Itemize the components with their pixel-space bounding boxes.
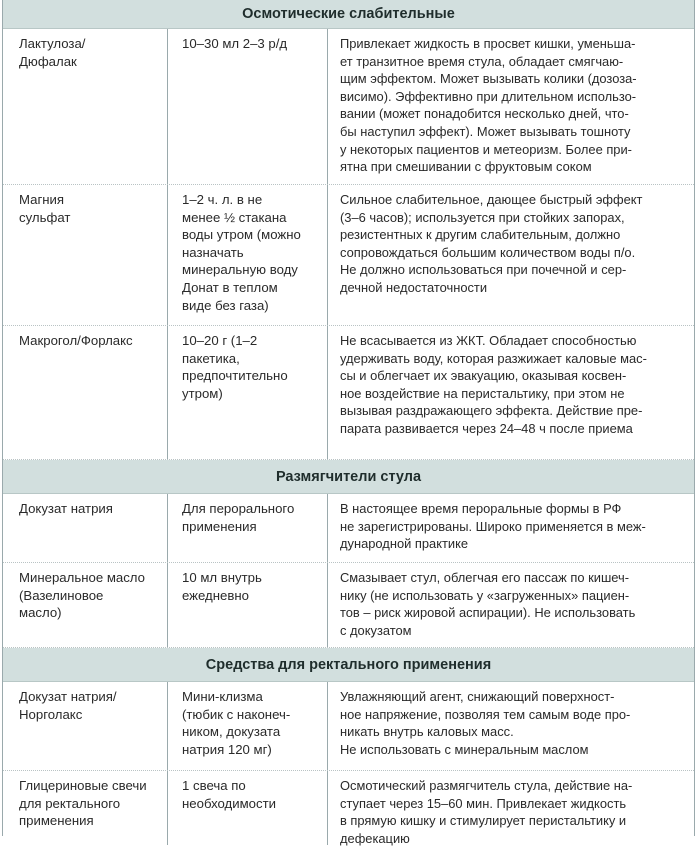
laxatives-table xyxy=(2,0,695,846)
text-line: 10–30 мл 2–3 р/д xyxy=(182,36,288,51)
text-line: дефекацию xyxy=(340,830,410,846)
text-line: применения xyxy=(182,518,257,534)
table-row xyxy=(3,563,694,648)
drug-name-cell xyxy=(3,563,167,647)
text-line: в прямую кишку и стимулирует перистальтику и xyxy=(340,813,627,829)
text-line: (3–6 часов); используется при стойких запорах, xyxy=(340,209,625,225)
section-header: Осмотические слабительные xyxy=(3,0,694,29)
description-cell xyxy=(327,682,694,770)
drug-name-cell xyxy=(3,494,167,562)
text-line: 1–2 ч. л. в не xyxy=(182,192,263,207)
text-line: ником, докузата xyxy=(182,724,281,740)
text-line: не зарегистрированы. Широко применяется в меж- xyxy=(340,518,646,534)
text-line: Не использовать с минеральным маслом xyxy=(340,741,589,757)
description-cell xyxy=(327,771,694,845)
text-line: удерживать воду, которая разжижает каловые мас- xyxy=(340,350,647,366)
text-line: Для перорального xyxy=(182,501,295,516)
dosage-cell xyxy=(167,682,327,770)
text-line: сопровождаться большим количеством воды п/о. xyxy=(340,244,636,260)
text-line: виде без газа) xyxy=(182,297,269,313)
text-line: висимо). Эффективно при длительном использо- xyxy=(340,88,637,104)
text-line: ступает через 15–60 мин. Привлекает жидкость xyxy=(340,795,627,811)
text-line: 10 мл внутрь xyxy=(182,570,262,585)
text-line: назначать xyxy=(182,244,244,260)
text-line: Мини-клизма xyxy=(182,689,263,704)
text-line: 10–20 г (1–2 xyxy=(182,333,258,348)
dosage-cell xyxy=(167,326,327,459)
dosage-cell xyxy=(167,771,327,845)
text-line: дечной недостаточности xyxy=(340,279,488,295)
text-line: утром) xyxy=(182,385,223,401)
text-line: Сильное слабительное, дающее быстрый эффект xyxy=(340,192,643,207)
text-line: Минеральное масло xyxy=(19,570,145,585)
drug-name-cell xyxy=(3,326,167,459)
text-line: Магния xyxy=(19,192,65,207)
drug-name-cell xyxy=(3,29,167,184)
text-line: ятна при смешивании с фруктовым соком xyxy=(340,159,592,175)
text-line: необходимости xyxy=(182,795,277,811)
text-line: ет транзитное время стула, обладает смягчаю- xyxy=(340,53,624,69)
section-header: Средства для ректального применения xyxy=(3,648,694,682)
text-line: никать внутрь каловых масс. xyxy=(340,724,514,740)
text-line: Увлажняющий агент, снижающий поверхност- xyxy=(340,689,615,704)
text-line: сульфат xyxy=(19,209,71,225)
text-line: Глицериновые свечи xyxy=(19,778,147,793)
text-line: Донат в теплом xyxy=(182,279,278,295)
text-line: у некоторых пациентов и метеоризм. Более при- xyxy=(340,141,632,157)
text-line: сы и облегчает их эвакуацию, оказывая косвен- xyxy=(340,368,627,384)
dosage-cell xyxy=(167,29,327,184)
drug-name-cell xyxy=(3,771,167,845)
table-row xyxy=(3,494,694,563)
text-line: Не должно использоваться при почечной и сер- xyxy=(340,262,627,278)
text-line: 1 свеча по xyxy=(182,778,246,793)
text-line: натрия 120 мг) xyxy=(182,741,272,757)
table-row xyxy=(3,771,694,845)
description-cell xyxy=(327,326,694,459)
text-line: предпочтительно xyxy=(182,368,288,384)
text-line: (Вазелиновое xyxy=(19,587,104,603)
text-line: тов – риск жировой аспирации). Не использовать xyxy=(340,605,636,621)
text-line: Привлекает жидкость в просвет кишки, уменьша- xyxy=(340,36,636,51)
text-line: Дюфалак xyxy=(19,53,77,69)
text-line: нику (не использовать у «загруженных» пациен- xyxy=(340,587,630,603)
text-line: воды утром (можно xyxy=(182,227,301,243)
description-cell xyxy=(327,185,694,325)
text-line: ное напряжение, позволяя тем самым воде про- xyxy=(340,706,631,722)
text-line: Макрогол/Форлакс xyxy=(19,333,133,348)
dosage-cell xyxy=(167,185,327,325)
description-cell xyxy=(327,563,694,647)
drug-name-cell xyxy=(3,682,167,770)
description-cell xyxy=(327,29,694,184)
text-line: применения xyxy=(19,813,94,829)
table-row xyxy=(3,185,694,326)
text-line: ное воздействие на перистальтику, при этом не xyxy=(340,385,625,401)
text-line: пакетика, xyxy=(182,350,240,366)
text-line: Докузат натрия xyxy=(19,501,113,516)
table-row xyxy=(3,326,694,460)
text-line: вании (может понадобится несколько дней, что- xyxy=(340,106,629,122)
text-line: Докузат натрия/ xyxy=(19,689,117,704)
text-line: резистентных к другим слабительным, должно xyxy=(340,227,621,243)
drug-name-cell xyxy=(3,185,167,325)
dosage-cell xyxy=(167,563,327,647)
text-line: Лактулоза/ xyxy=(19,36,86,51)
section-header: Размягчители стула xyxy=(3,460,694,494)
text-line: минеральную воду xyxy=(182,262,298,278)
dosage-cell xyxy=(167,494,327,562)
text-line: ежедневно xyxy=(182,587,249,603)
text-line: с докузатом xyxy=(340,622,412,638)
text-line: В настоящее время пероральные формы в РФ xyxy=(340,501,622,516)
text-line: Норголакс xyxy=(19,706,83,722)
text-line: для ректального xyxy=(19,795,121,811)
text-line: парата развивается через 24–48 ч после приема xyxy=(340,420,633,436)
table-row xyxy=(3,29,694,185)
text-line: Не всасывается из ЖКТ. Обладает способностью xyxy=(340,333,637,348)
text-line: Осмотический размягчитель стула, действие на- xyxy=(340,778,633,793)
text-line: менее ½ стакана xyxy=(182,209,287,225)
text-line: Смазывает стул, облегчая его пассаж по кишеч- xyxy=(340,570,630,585)
text-line: (тюбик с наконеч- xyxy=(182,706,291,722)
text-line: дународной практике xyxy=(340,536,469,552)
text-line: бы наступил эффект). Может вызывать тошноту xyxy=(340,123,631,139)
description-cell xyxy=(327,494,694,562)
text-line: вызывая раздражающего эффекта. Действие пре- xyxy=(340,403,643,419)
table-row xyxy=(3,682,694,771)
text-line: масло) xyxy=(19,605,62,621)
text-line: щим эффектом. Может вызывать колики (дозоза- xyxy=(340,71,637,87)
